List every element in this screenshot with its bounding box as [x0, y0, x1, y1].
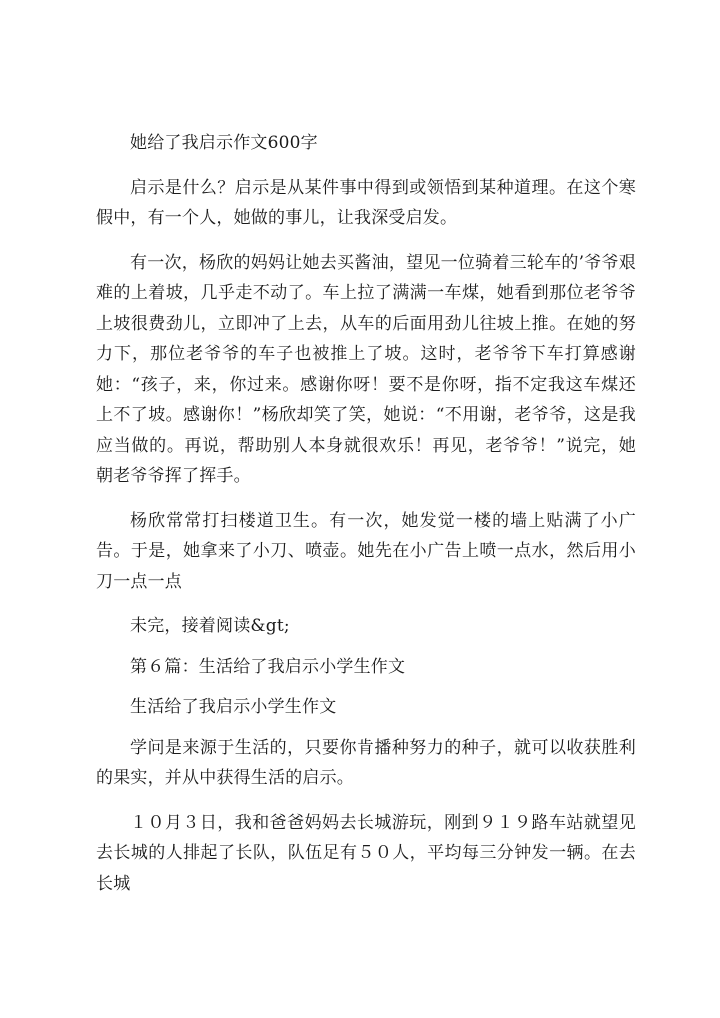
paragraph: 有一次，杨欣的妈妈让她去买酱油，望见一位骑着三轮车的’爷爷艰难的上着坡，几乎走不动了。车上拉了满满一车煤，她看到那位老爷爷上坡很费劲儿，立即冲了上去，从车的后面用劲儿往坡上推。在她的努力下，那位老爷爷的车子也被推上了坡。这时，老爷爷下车打算感谢她：“孩子，来，你过来。感谢你呀！要不是你呀，指不定我这车煤还上不了坡。感谢你！”杨欣却笑了笑，她说：“不用谢，老爷爷，这是我应当做的。再说，帮助别人本身就很欢乐！再见，老爷爷！”说完，她朝老爷爷挥了挥手。	[96, 252, 636, 486]
paragraph: 杨欣常常打扫楼道卫生。有一次，她发觉一楼的墙上贴满了小广告。于是，她拿来了小刀、喷壶。她先在小广告上喷一点水，然后用小刀一点一点	[96, 510, 636, 592]
essay-title: 她给了我启示作文600字	[130, 133, 318, 153]
continue-reading-text: 未完，接着阅读&gt;	[130, 616, 290, 636]
section-heading: 第６篇：生活给了我启示小学生作文	[130, 656, 406, 677]
document-body	[96, 128, 636, 913]
essay-title: 生活给了我启示小学生作文	[130, 697, 337, 717]
paragraph: 启示是什么？启示是从某件事中得到或领悟到某种道理。在这个寒假中，有一个人，她做的事儿，让我深受启发。	[96, 177, 636, 228]
paragraph: １０月３日，我和爸爸妈妈去长城游玩，刚到９１９路车站就望见去长城的人排起了长队，队伍足有５０人，平均每三分钟发一辆。在去长城	[96, 812, 636, 894]
paragraph: 学问是来源于生活的，只要你肯播种努力的种子，就可以收获胜利的果实，并从中获得生活的启示。	[96, 737, 636, 788]
